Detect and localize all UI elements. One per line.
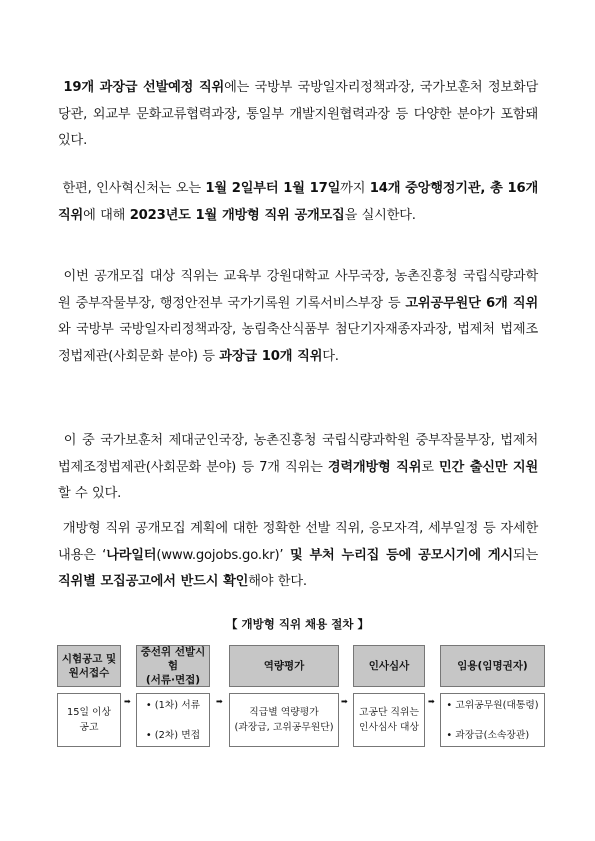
bold-text: 고위공무원단 6개 직위 bbox=[405, 295, 538, 311]
paragraph-1 bbox=[58, 75, 538, 155]
text: 다. bbox=[322, 348, 339, 364]
bold-text: 나라일터 bbox=[106, 547, 157, 563]
list-item: • 고위공무원(대통령) bbox=[446, 698, 538, 713]
step-body: 고공단 직위는 인사심사 대상 bbox=[353, 693, 425, 747]
bold-text: 1월 2일부터 1월 17일 bbox=[205, 181, 341, 196]
step-header: 임용(임명권자) bbox=[440, 645, 545, 687]
bold-text: 14개 중앙행정기관, 총 16개 직위 bbox=[58, 181, 538, 223]
bold-text: 19개 과장급 선발예정 직위 bbox=[63, 80, 225, 95]
text: 할 수 있다. bbox=[58, 486, 122, 501]
text: 을 실시한다. bbox=[344, 207, 416, 223]
list-item: • (1차) 서류 bbox=[146, 698, 200, 713]
step-header: 인사심사 bbox=[353, 645, 425, 687]
bold-text: 경력개방형 직위 bbox=[327, 459, 422, 475]
text: 에는 국방부 국방일자리정책과장, 국가보훈처 정보화담당관, 외교부 문화교류협력과장, 통일부 개발지원협력과장 등 다양한 분야가 포함돼 있다. bbox=[58, 80, 538, 148]
step-header: 시험공고 및 원서접수 bbox=[57, 645, 121, 687]
bold-text: 2023년도 1월 개방형 직위 공개모집 bbox=[129, 207, 345, 223]
step-header: 중선위 선발시험 (서류·면접) bbox=[136, 645, 210, 687]
bold-text: 과장급 10개 직위 bbox=[219, 348, 323, 364]
step-body bbox=[136, 693, 210, 747]
text: 이번 공개모집 대상 직위는 교육부 강원대학교 사무국장, 농촌진흥청 국립식량과학원 중부작물부장, 행정안전부 국가기록원 기록서비스부장 등 bbox=[58, 269, 538, 311]
step-header: 역량평가 bbox=[229, 645, 339, 687]
step-body: 직급별 역량평가 (과장급, 고위공무원단) bbox=[229, 693, 339, 747]
paragraph-5 bbox=[58, 516, 538, 596]
list-item: • (2차) 면접 bbox=[146, 728, 200, 743]
text: 이 중 국가보훈처 제대군인국장, 농촌진흥청 국립식량과학원 중부작물부장, 법제처 법제조정법제관(사회문화 분야) 등 7개 직위는 bbox=[58, 433, 538, 475]
bold-text: 민간 출신만 지원 bbox=[439, 459, 539, 475]
text: 해야 한다. bbox=[248, 574, 307, 589]
bold-text: 및 부처 누리집 등에 공모시기에 게시 bbox=[290, 547, 513, 563]
text: 에 대해 bbox=[83, 207, 130, 223]
text: 개방형 직위 공개모집 계획에 대한 정확한 선발 직위, 응모자격, 세부일정 등 자세한 내용은 ‘ bbox=[58, 521, 538, 563]
arrow-right-icon: ➡ bbox=[428, 697, 435, 706]
arrow-right-icon: ➡ bbox=[124, 697, 131, 706]
process-title: 【 개방형 직위 채용 절차 】 bbox=[226, 617, 369, 631]
arrow-right-icon: ➡ bbox=[341, 697, 348, 706]
arrow-right-icon: ➡ bbox=[216, 697, 223, 706]
text: 와 국방부 국방일자리정책과장, 농림축산식품부 첨단기자재종자과장, 법제처 법제조정법제관(사회문화 분야) 등 bbox=[58, 322, 538, 364]
step-body bbox=[440, 693, 545, 747]
text: 되는 bbox=[512, 547, 538, 563]
bold-text: 직위별 모집공고에서 반드시 확인 bbox=[58, 574, 249, 589]
text: 한편, 인사혁신처는 오는 bbox=[62, 181, 206, 196]
text: 로 bbox=[421, 459, 440, 475]
process-flow bbox=[57, 645, 545, 745]
text: (www.gojobs.go.kr)’ bbox=[156, 547, 290, 563]
paragraph-2 bbox=[58, 176, 538, 229]
paragraph-4 bbox=[58, 428, 538, 508]
list-item: • 과장급(소속장관) bbox=[446, 728, 538, 743]
paragraph-3 bbox=[58, 264, 538, 370]
text: 까지 bbox=[340, 181, 370, 196]
step-body: 15일 이상 공고 bbox=[57, 693, 121, 747]
